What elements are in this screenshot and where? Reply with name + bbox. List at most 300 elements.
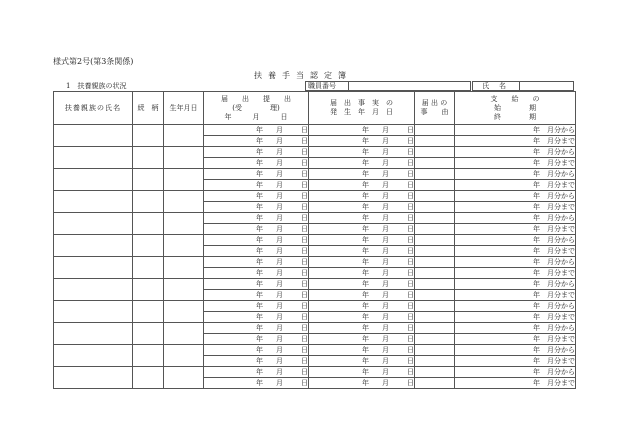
day-label: 日 [407, 159, 414, 167]
fact-date-cell[interactable] [309, 180, 415, 191]
year-label: 年 [256, 170, 263, 178]
day-label: 日 [301, 181, 308, 189]
notification-date-cell[interactable] [204, 235, 309, 246]
birth-date-cell[interactable] [164, 345, 204, 367]
month-label: 月 [382, 181, 389, 189]
payment-period-cell[interactable] [455, 213, 576, 224]
year-label: 年 [362, 302, 369, 310]
birth-date-cell[interactable] [164, 279, 204, 301]
reason-cell[interactable] [415, 257, 455, 268]
payment-period-cell[interactable] [455, 180, 576, 191]
month-label: 月 [382, 236, 389, 244]
notification-date-cell[interactable] [204, 136, 309, 147]
period-end-label: 月分まで [547, 225, 575, 233]
month-label: 月 [276, 335, 283, 343]
payment-period-cell[interactable] [455, 323, 576, 334]
payment-period-cell[interactable] [455, 312, 576, 323]
reason-cell[interactable] [415, 169, 455, 180]
year-label: 年 [533, 236, 540, 244]
birth-date-cell[interactable] [164, 147, 204, 169]
year-label: 年 [256, 203, 263, 211]
col-reason-line: 事 由 [420, 108, 449, 116]
relationship-cell[interactable] [133, 147, 164, 169]
year-label: 年 [533, 313, 540, 321]
birth-date-cell[interactable] [164, 257, 204, 279]
col-fact-date [309, 92, 415, 125]
day-label: 日 [301, 225, 308, 233]
month-label: 月 [276, 346, 283, 354]
year-label: 年 [362, 192, 369, 200]
month-label: 月 [382, 368, 389, 376]
payment-period-cell[interactable] [455, 301, 576, 312]
table-header-row [54, 92, 576, 125]
year-label: 年 [533, 203, 540, 211]
payment-period-cell[interactable] [455, 290, 576, 301]
day-label: 日 [407, 181, 414, 189]
staff-number-label: 職員番号 [305, 81, 349, 91]
year-label: 年 [256, 379, 263, 387]
section-label: 1 扶養親族の状況 [66, 82, 127, 90]
period-end-label: 月分まで [547, 203, 575, 211]
notification-date-cell[interactable] [204, 334, 309, 345]
table-row [54, 279, 576, 290]
year-label: 年 [256, 247, 263, 255]
year-label: 年 [533, 214, 540, 222]
year-label: 年 [256, 148, 263, 156]
year-label: 年 [362, 214, 369, 222]
year-label: 年 [256, 269, 263, 277]
form-label: 様式第2号(第3条関係) [53, 57, 134, 66]
fact-date-cell[interactable] [309, 334, 415, 345]
reason-cell[interactable] [415, 312, 455, 323]
fact-date-cell[interactable] [309, 378, 415, 389]
period-end-label: 月分まで [547, 159, 575, 167]
dependent-name-cell[interactable] [54, 301, 133, 323]
notification-date-cell[interactable] [204, 367, 309, 378]
reason-cell[interactable] [415, 202, 455, 213]
notification-date-cell[interactable] [204, 301, 309, 312]
notification-date-cell[interactable] [204, 312, 309, 323]
year-label: 年 [362, 236, 369, 244]
month-label: 月 [276, 137, 283, 145]
period-start-label: 月分から [547, 302, 575, 310]
day-label: 日 [407, 236, 414, 244]
reason-cell[interactable] [415, 356, 455, 367]
payment-period-cell[interactable] [455, 268, 576, 279]
day-label: 日 [301, 137, 308, 145]
col-payment-line: 始 期 [494, 103, 536, 112]
relationship-cell[interactable] [133, 235, 164, 257]
year-label: 年 [256, 291, 263, 299]
relationship-cell[interactable] [133, 367, 164, 389]
month-label: 月 [382, 258, 389, 266]
year-label: 年 [362, 225, 369, 233]
year-label: 年 [533, 324, 540, 332]
year-label: 年 [362, 335, 369, 343]
year-label: 年 [256, 214, 263, 222]
day-label: 日 [301, 214, 308, 222]
notification-date-cell[interactable] [204, 180, 309, 191]
year-label: 年 [533, 258, 540, 266]
dependent-name-cell[interactable] [54, 213, 133, 235]
fact-date-cell[interactable] [309, 224, 415, 235]
dependent-name-cell[interactable] [54, 169, 133, 191]
col-reason [415, 92, 455, 125]
reason-cell[interactable] [415, 367, 455, 378]
name-field[interactable] [519, 81, 574, 91]
table-row [54, 301, 576, 312]
relationship-cell[interactable] [133, 169, 164, 191]
period-end-label: 月分まで [547, 247, 575, 255]
payment-period-cell[interactable] [455, 136, 576, 147]
reason-cell[interactable] [415, 323, 455, 334]
relationship-cell[interactable] [133, 279, 164, 301]
birth-date-cell[interactable] [164, 125, 204, 147]
reason-cell[interactable] [415, 290, 455, 301]
year-label: 年 [256, 324, 263, 332]
year-label: 年 [362, 346, 369, 354]
reason-cell[interactable] [415, 301, 455, 312]
birth-date-cell[interactable] [164, 235, 204, 257]
notification-date-cell[interactable] [204, 191, 309, 202]
period-start-label: 月分から [547, 346, 575, 354]
day-label: 日 [407, 203, 414, 211]
reason-cell[interactable] [415, 378, 455, 389]
payment-period-cell[interactable] [455, 235, 576, 246]
fact-date-cell[interactable] [309, 312, 415, 323]
birth-date-cell[interactable] [164, 367, 204, 389]
year-label: 年 [256, 258, 263, 266]
notification-date-cell[interactable] [204, 224, 309, 235]
period-start-label: 月分から [547, 126, 575, 134]
day-label: 日 [301, 170, 308, 178]
day-label: 日 [301, 346, 308, 354]
day-label: 日 [407, 214, 414, 222]
month-label: 月 [276, 258, 283, 266]
reason-cell[interactable] [415, 334, 455, 345]
birth-date-cell[interactable] [164, 323, 204, 345]
year-label: 年 [533, 368, 540, 376]
table-row [54, 125, 576, 136]
notification-date-cell[interactable] [204, 246, 309, 257]
payment-period-cell[interactable] [455, 378, 576, 389]
staff-number-field[interactable] [348, 81, 471, 91]
month-label: 月 [276, 126, 283, 134]
year-label: 年 [533, 335, 540, 343]
fact-date-cell[interactable] [309, 301, 415, 312]
day-label: 日 [407, 346, 414, 354]
notification-date-cell[interactable] [204, 279, 309, 290]
day-label: 日 [407, 335, 414, 343]
fact-date-cell[interactable] [309, 213, 415, 224]
fact-date-cell[interactable] [309, 202, 415, 213]
month-label: 月 [276, 379, 283, 387]
payment-period-cell[interactable] [455, 202, 576, 213]
col-birth-date: 生年月日 [164, 92, 204, 125]
year-label: 年 [362, 324, 369, 332]
year-label: 年 [533, 126, 540, 134]
fact-date-cell[interactable] [309, 323, 415, 334]
dependent-name-cell[interactable] [54, 367, 133, 389]
fact-date-cell[interactable] [309, 345, 415, 356]
day-label: 日 [407, 269, 414, 277]
reason-cell[interactable] [415, 345, 455, 356]
notification-date-cell[interactable] [204, 323, 309, 334]
birth-date-cell[interactable] [164, 191, 204, 213]
fact-date-cell[interactable] [309, 169, 415, 180]
fact-date-cell[interactable] [309, 268, 415, 279]
day-label: 日 [407, 379, 414, 387]
reason-cell[interactable] [415, 158, 455, 169]
day-label: 日 [407, 302, 414, 310]
period-start-label: 月分から [547, 192, 575, 200]
col-notification-line: 年 月 日 [224, 112, 288, 121]
day-label: 日 [301, 258, 308, 266]
relationship-cell[interactable] [133, 257, 164, 279]
staff-header [53, 81, 574, 91]
notification-date-cell[interactable] [204, 125, 309, 136]
col-relationship: 続 柄 [133, 92, 164, 125]
dependents-table [53, 91, 576, 389]
reason-cell[interactable] [415, 279, 455, 290]
notification-date-cell[interactable] [204, 356, 309, 367]
page-title: 扶養手当認定簿 [254, 71, 352, 80]
period-start-label: 月分から [547, 170, 575, 178]
fact-date-cell[interactable] [309, 367, 415, 378]
day-label: 日 [301, 236, 308, 244]
table-body [54, 125, 576, 389]
day-label: 日 [301, 302, 308, 310]
col-fact-line: 発 生 年 月 日 [330, 108, 393, 116]
day-label: 日 [407, 247, 414, 255]
fact-date-cell[interactable] [309, 147, 415, 158]
relationship-cell[interactable] [133, 345, 164, 367]
day-label: 日 [407, 137, 414, 145]
year-label: 年 [362, 379, 369, 387]
year-label: 年 [362, 159, 369, 167]
year-label: 年 [256, 137, 263, 145]
month-label: 月 [276, 192, 283, 200]
month-label: 月 [382, 280, 389, 288]
col-notification-line: 届 出 提 出 [221, 94, 291, 103]
day-label: 日 [407, 192, 414, 200]
notification-date-cell[interactable] [204, 268, 309, 279]
year-label: 年 [533, 148, 540, 156]
period-start-label: 月分から [547, 148, 575, 156]
period-start-label: 月分から [547, 368, 575, 376]
month-label: 月 [276, 148, 283, 156]
reason-cell[interactable] [415, 246, 455, 257]
day-label: 日 [407, 313, 414, 321]
notification-date-cell[interactable] [204, 257, 309, 268]
notification-date-cell[interactable] [204, 345, 309, 356]
year-label: 年 [362, 280, 369, 288]
birth-date-cell[interactable] [164, 301, 204, 323]
year-label: 年 [256, 159, 263, 167]
reason-cell[interactable] [415, 235, 455, 246]
year-label: 年 [362, 258, 369, 266]
year-label: 年 [362, 368, 369, 376]
table-row [54, 169, 576, 180]
payment-period-cell[interactable] [455, 169, 576, 180]
day-label: 日 [407, 291, 414, 299]
reason-cell[interactable] [415, 180, 455, 191]
day-label: 日 [301, 335, 308, 343]
birth-date-cell[interactable] [164, 213, 204, 235]
fact-date-cell[interactable] [309, 125, 415, 136]
year-label: 年 [533, 181, 540, 189]
fact-date-cell[interactable] [309, 136, 415, 147]
month-label: 月 [276, 214, 283, 222]
month-label: 月 [382, 192, 389, 200]
payment-period-cell[interactable] [455, 246, 576, 257]
day-label: 日 [407, 148, 414, 156]
table-row [54, 323, 576, 334]
col-dependent-name: 扶養親族の氏名 [54, 92, 133, 125]
month-label: 月 [382, 335, 389, 343]
period-start-label: 月分から [547, 236, 575, 244]
period-start-label: 月分から [547, 324, 575, 332]
year-label: 年 [362, 126, 369, 134]
day-label: 日 [301, 379, 308, 387]
day-label: 日 [301, 280, 308, 288]
payment-period-cell[interactable] [455, 334, 576, 345]
year-label: 年 [256, 357, 263, 365]
period-end-label: 月分まで [547, 269, 575, 277]
fact-date-cell[interactable] [309, 246, 415, 257]
period-end-label: 月分まで [547, 181, 575, 189]
dependent-name-cell[interactable] [54, 279, 133, 301]
day-label: 日 [407, 225, 414, 233]
notification-date-cell[interactable] [204, 147, 309, 158]
year-label: 年 [533, 170, 540, 178]
month-label: 月 [382, 126, 389, 134]
dependent-name-cell[interactable] [54, 323, 133, 345]
fact-date-cell[interactable] [309, 191, 415, 202]
reason-cell[interactable] [415, 268, 455, 279]
dependent-name-cell[interactable] [54, 257, 133, 279]
relationship-cell[interactable] [133, 125, 164, 147]
payment-period-cell[interactable] [455, 125, 576, 136]
reason-cell[interactable] [415, 147, 455, 158]
dependent-name-cell[interactable] [54, 191, 133, 213]
year-label: 年 [533, 192, 540, 200]
dependent-name-cell[interactable] [54, 235, 133, 257]
day-label: 日 [301, 324, 308, 332]
year-label: 年 [362, 247, 369, 255]
reason-cell[interactable] [415, 224, 455, 235]
fact-date-cell[interactable] [309, 290, 415, 301]
year-label: 年 [533, 357, 540, 365]
payment-period-cell[interactable] [455, 158, 576, 169]
reason-cell[interactable] [415, 125, 455, 136]
year-label: 年 [256, 192, 263, 200]
col-payment-line: 終 期 [494, 112, 536, 121]
payment-period-cell[interactable] [455, 224, 576, 235]
year-label: 年 [256, 302, 263, 310]
day-label: 日 [407, 324, 414, 332]
table-row [54, 345, 576, 356]
period-end-label: 月分まで [547, 357, 575, 365]
month-label: 月 [276, 247, 283, 255]
month-label: 月 [382, 291, 389, 299]
year-label: 年 [533, 280, 540, 288]
dependent-name-cell[interactable] [54, 345, 133, 367]
day-label: 日 [301, 269, 308, 277]
table-row [54, 367, 576, 378]
year-label: 年 [362, 137, 369, 145]
reason-cell[interactable] [415, 136, 455, 147]
month-label: 月 [276, 236, 283, 244]
notification-date-cell[interactable] [204, 213, 309, 224]
notification-date-cell[interactable] [204, 290, 309, 301]
dependent-name-cell[interactable] [54, 147, 133, 169]
relationship-cell[interactable] [133, 213, 164, 235]
year-label: 年 [362, 313, 369, 321]
month-label: 月 [382, 225, 389, 233]
year-label: 年 [362, 269, 369, 277]
reason-cell[interactable] [415, 213, 455, 224]
month-label: 月 [276, 324, 283, 332]
year-label: 年 [256, 236, 263, 244]
year-label: 年 [362, 203, 369, 211]
relationship-cell[interactable] [133, 301, 164, 323]
notification-date-cell[interactable] [204, 158, 309, 169]
year-label: 年 [256, 335, 263, 343]
payment-period-cell[interactable] [455, 257, 576, 268]
table-row [54, 235, 576, 246]
day-label: 日 [407, 368, 414, 376]
fact-date-cell[interactable] [309, 257, 415, 268]
table-row [54, 213, 576, 224]
payment-period-cell[interactable] [455, 345, 576, 356]
reason-cell[interactable] [415, 191, 455, 202]
relationship-cell[interactable] [133, 323, 164, 345]
dependent-name-cell[interactable] [54, 125, 133, 147]
year-label: 年 [256, 126, 263, 134]
year-label: 年 [533, 379, 540, 387]
payment-period-cell[interactable] [455, 356, 576, 367]
relationship-cell[interactable] [133, 191, 164, 213]
month-label: 月 [382, 269, 389, 277]
period-end-label: 月分まで [547, 313, 575, 321]
month-label: 月 [382, 159, 389, 167]
fact-date-cell[interactable] [309, 279, 415, 290]
payment-period-cell[interactable] [455, 191, 576, 202]
notification-date-cell[interactable] [204, 378, 309, 389]
fact-date-cell[interactable] [309, 235, 415, 246]
month-label: 月 [276, 280, 283, 288]
notification-date-cell[interactable] [204, 169, 309, 180]
year-label: 年 [533, 346, 540, 354]
notification-date-cell[interactable] [204, 202, 309, 213]
table-row [54, 147, 576, 158]
birth-date-cell[interactable] [164, 169, 204, 191]
day-label: 日 [407, 357, 414, 365]
fact-date-cell[interactable] [309, 356, 415, 367]
col-fact-line: 届 出 事 実 の [330, 99, 393, 107]
table-row [54, 191, 576, 202]
month-label: 月 [276, 181, 283, 189]
payment-period-cell[interactable] [455, 367, 576, 378]
payment-period-cell[interactable] [455, 147, 576, 158]
month-label: 月 [276, 357, 283, 365]
day-label: 日 [301, 291, 308, 299]
payment-period-cell[interactable] [455, 279, 576, 290]
fact-date-cell[interactable] [309, 158, 415, 169]
col-payment-period [455, 92, 576, 125]
year-label: 年 [256, 313, 263, 321]
